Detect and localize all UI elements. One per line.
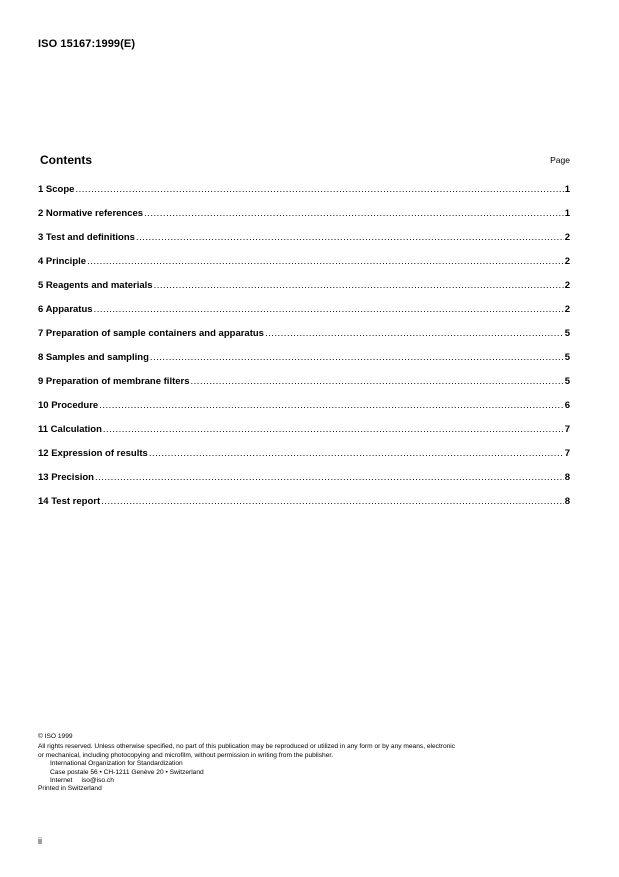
toc-entry-title: 3 Test and definitions xyxy=(38,232,135,243)
toc-entry-principle[interactable] xyxy=(38,256,570,280)
dot-leader xyxy=(87,256,564,267)
dot-leader xyxy=(191,376,564,387)
toc-entry-samples-and-sampling[interactable] xyxy=(38,352,570,376)
dot-leader xyxy=(101,496,564,507)
printed-location: Printed in Switzerland xyxy=(38,785,102,793)
toc-entry-calculation[interactable] xyxy=(38,424,570,448)
toc-entry-page: 5 xyxy=(564,376,570,387)
toc-entry-title: 14 Test report xyxy=(38,496,101,507)
toc-entry-preparation-of-membrane-filters[interactable] xyxy=(38,376,570,400)
toc-entry-title: 4 Principle xyxy=(38,256,87,267)
document-identifier: ISO 15167:1999(E) xyxy=(38,38,136,50)
toc-entry-title: 10 Procedure xyxy=(38,400,99,411)
toc-entry-page: 2 xyxy=(564,304,570,315)
contents-title: Contents xyxy=(40,153,92,167)
toc-entry-preparation-of-sample-containers[interactable] xyxy=(38,328,570,352)
toc-entry-precision[interactable] xyxy=(38,472,570,496)
toc-entry-title: 12 Expression of results xyxy=(38,448,148,459)
dot-leader xyxy=(149,448,564,459)
dot-leader xyxy=(95,472,564,483)
dot-leader xyxy=(75,184,563,195)
toc-entry-apparatus[interactable] xyxy=(38,304,570,328)
toc-entry-test-report[interactable] xyxy=(38,496,570,520)
dot-leader xyxy=(150,352,564,363)
organization-name: International Organization for Standardization xyxy=(50,760,183,768)
page-number: ii xyxy=(38,836,42,846)
copyright-footer xyxy=(38,733,578,794)
toc-entry-title: 5 Reagents and materials xyxy=(38,280,153,291)
toc-entry-title: 1 Scope xyxy=(38,184,75,195)
toc-entry-title: 2 Normative references xyxy=(38,208,144,219)
toc-entry-title: 8 Samples and sampling xyxy=(38,352,149,363)
toc-entry-page: 7 xyxy=(564,448,570,459)
toc-entry-page: 7 xyxy=(564,424,570,435)
table-of-contents xyxy=(38,184,570,520)
dot-leader xyxy=(144,208,564,219)
toc-entry-expression-of-results[interactable] xyxy=(38,448,570,472)
toc-entry-reagents-and-materials[interactable] xyxy=(38,280,570,304)
contents-header xyxy=(38,153,570,169)
toc-entry-title: 7 Preparation of sample containers and apparatus xyxy=(38,328,264,339)
toc-entry-page: 5 xyxy=(564,328,570,339)
toc-entry-page: 2 xyxy=(564,256,570,267)
organization-address: Case postale 56 • CH-1211 Genève 20 • Switzerland xyxy=(50,768,204,776)
toc-entry-page: 1 xyxy=(564,208,570,219)
toc-entry-test-and-definitions[interactable] xyxy=(38,232,570,256)
copyright-notice: © ISO 1999 xyxy=(38,733,73,740)
toc-entry-title: 11 Calculation xyxy=(38,424,102,435)
rights-statement-line-2: or mechanical, including photocopying and microfilm, without permission in writing from the publisher. xyxy=(38,751,334,759)
dot-leader xyxy=(265,328,564,339)
dot-leader xyxy=(94,304,564,315)
toc-entry-title: 6 Apparatus xyxy=(38,304,93,315)
page-column-label: Page xyxy=(550,155,570,165)
toc-entry-page: 2 xyxy=(564,232,570,243)
toc-entry-title: 13 Precision xyxy=(38,472,94,483)
dot-leader xyxy=(136,232,564,243)
toc-entry-page: 8 xyxy=(564,472,570,483)
toc-entry-procedure[interactable] xyxy=(38,400,570,424)
dot-leader xyxy=(103,424,564,435)
toc-entry-page: 6 xyxy=(564,400,570,411)
toc-entry-page: 5 xyxy=(564,352,570,363)
rights-statement-line-1: All rights reserved. Unless otherwise specified, no part of this publication may be reproduced or utilized in any form or by any means, electronic xyxy=(38,743,456,751)
toc-entry-title: 9 Preparation of membrane filters xyxy=(38,376,190,387)
organization-internet: Internet iso@iso.ch xyxy=(50,777,114,785)
toc-entry-page: 1 xyxy=(564,184,570,195)
toc-entry-page: 2 xyxy=(564,280,570,291)
toc-entry-normative-references[interactable] xyxy=(38,208,570,232)
toc-entry-page: 8 xyxy=(564,496,570,507)
dot-leader xyxy=(154,280,564,291)
toc-entry-scope[interactable] xyxy=(38,184,570,208)
dot-leader xyxy=(99,400,564,411)
